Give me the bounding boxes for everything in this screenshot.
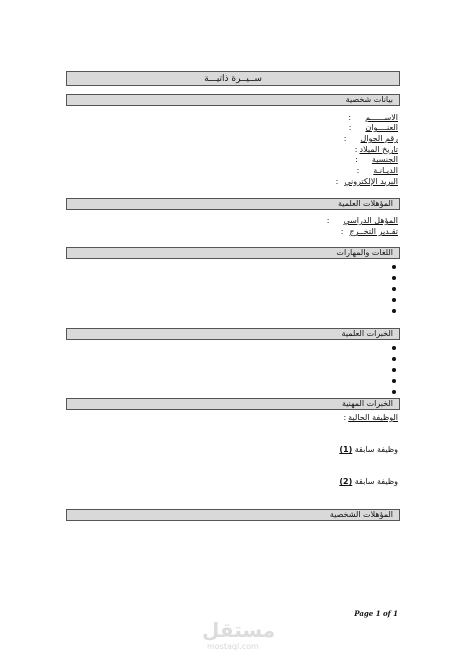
field-nationality-label: الجنسية — [371, 155, 398, 164]
bullet-icon — [392, 379, 396, 383]
bullet-icon — [392, 390, 396, 394]
bullet-icon — [392, 357, 396, 361]
section-professional-title: الخبرات المهنية — [341, 399, 393, 408]
field-email-label: البريد الإلكتروني — [344, 177, 398, 186]
section-professional-header — [66, 398, 400, 410]
field-address-label: العنــــوان — [365, 123, 398, 132]
field-name-label: الاســــــم — [365, 113, 398, 122]
section-languages-title: اللغات والمهارات — [336, 248, 393, 257]
bullet-icon — [392, 298, 396, 302]
section-personal-title: بيانات شخصية — [345, 95, 393, 104]
watermark-logo: مستقل — [202, 618, 276, 642]
bullet-icon — [392, 346, 396, 350]
field-address: العنــــوان: — [348, 123, 398, 132]
field-birthdate-label: تاريخ الميلاد — [359, 145, 398, 154]
page-number: Page 1 of 1 — [354, 609, 398, 618]
field-previous-job-2 — [339, 477, 398, 486]
field-previous-job-1 — [339, 445, 398, 454]
section-personal-qual-header — [66, 509, 400, 521]
field-previous-job-2-number: (2) — [339, 477, 353, 486]
field-email: البريد الإلكتروني: — [335, 177, 398, 186]
field-degree-label: المؤهل الدراسي — [343, 216, 398, 225]
bullet-icon — [392, 276, 396, 280]
field-religion-label: الديـانـة — [373, 166, 398, 175]
field-grade-label: تقـدير التخــرج — [349, 227, 398, 236]
section-scientific-header — [66, 328, 400, 340]
section-personal-qual-title: المؤهلات الشخصية — [329, 510, 393, 519]
field-grade: تقـدير التخــرج: — [340, 227, 398, 236]
field-current-job: الوظيفة الحالية: — [343, 413, 398, 422]
field-current-job-label: الوظيفة الحالية — [348, 413, 398, 422]
field-name: الاســــــم: — [348, 113, 398, 122]
section-academic-header — [66, 198, 400, 210]
cv-title-bar — [66, 71, 400, 86]
field-mobile: رقم الجوال: — [343, 134, 398, 143]
watermark-url: mostaql.com — [207, 642, 259, 651]
section-personal-header — [66, 94, 400, 106]
section-scientific-title: الخبرات العلمية — [341, 329, 393, 338]
section-languages-header — [66, 247, 400, 259]
bullet-icon — [392, 309, 396, 313]
field-degree: المؤهل الدراسي: — [326, 216, 398, 225]
field-religion: الديـانـة: — [356, 166, 398, 175]
field-previous-job-2-label: وظيفة سابقة — [354, 477, 398, 486]
bullet-icon — [392, 368, 396, 372]
field-birthdate: تاريخ الميلاد: — [354, 145, 398, 154]
field-previous-job-1-number: (1) — [339, 445, 353, 454]
bullet-icon — [392, 287, 396, 291]
field-nationality: الجنسية: — [355, 155, 398, 164]
cv-title: ســيــرة ذاتيـــة — [204, 74, 262, 84]
field-previous-job-1-label: وظيفة سابقة — [354, 445, 398, 454]
section-academic-title: المؤهلات العلمية — [338, 199, 393, 208]
field-mobile-label: رقم الجوال — [360, 134, 398, 143]
bullet-icon — [392, 265, 396, 269]
